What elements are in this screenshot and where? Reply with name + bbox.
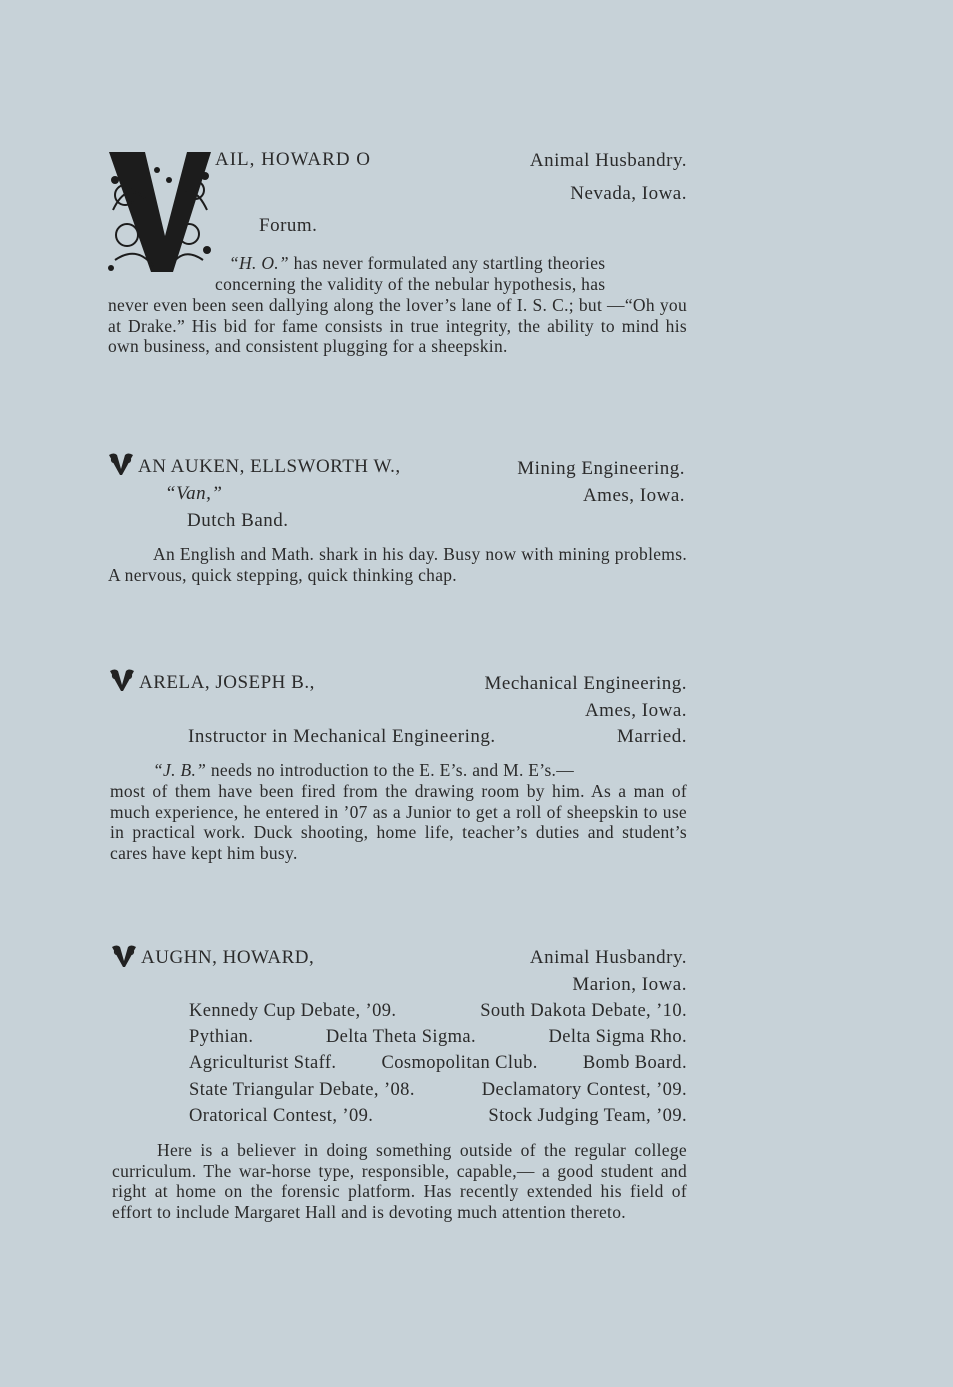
bio-line: concerning the validity of the nebular hypothesis, has: [215, 274, 606, 294]
activity: Bomb Board.: [582, 1053, 687, 1073]
marital-status: Married.: [617, 726, 687, 747]
activity-row: [189, 1106, 687, 1127]
activity: State Triangular Debate, ’08.: [189, 1080, 415, 1100]
activity-row: [189, 1080, 687, 1101]
course: Animal Husbandry.: [529, 150, 687, 171]
hometown: Nevada, Iowa.: [570, 183, 687, 204]
activity: Cosmopolitan Club.: [381, 1053, 538, 1073]
course: Animal Husbandry.: [529, 947, 687, 968]
bio-text: Here is a believer in doing something outside of the regular college curriculum. The war-horse type, responsible, capable,— a good student and right at home on the forensic platform. Has recently extended his field of effort to include Margaret Hall and is devoting much attention thereto.: [112, 1140, 687, 1223]
bio-text: never even been seen dallying along the lover’s lane of I. S. C.; but —“Oh you at Drake.” His bid for fame consists in true integrity, the ability to mind his own business, and consistent plugging for a sheepskin.: [108, 295, 687, 357]
position: Instructor in Mechanical Engineering.: [188, 726, 496, 747]
activity: Oratorical Contest, ’09.: [189, 1106, 374, 1126]
activity: Delta Theta Sigma.: [325, 1027, 477, 1047]
student-name: ARELA, JOSEPH B.,: [139, 672, 315, 693]
activity: Kennedy Cup Debate, ’09.: [189, 1001, 397, 1021]
bio-line: has never formulated any startling theories: [288, 253, 606, 273]
activity: South Dakota Debate, ’10.: [480, 1001, 687, 1021]
nickname-quote: “H. O.”: [229, 253, 289, 273]
activity-row: [189, 1053, 687, 1074]
v-initial-icon: [111, 944, 137, 968]
activity: Stock Judging Team, ’09.: [488, 1106, 687, 1126]
v-initial-icon: [109, 668, 135, 692]
bio-text: An English and Math. shark in his day. Busy now with mining problems. A nervous, quick stepping, quick thinking chap.: [108, 544, 687, 585]
activity: Pythian.: [189, 1027, 254, 1047]
activities: Forum.: [259, 215, 318, 236]
activity-row: [189, 1027, 687, 1048]
student-name: AUGHN, HOWARD,: [141, 947, 315, 968]
nickname: “Van,”: [165, 483, 223, 504]
hometown: Ames, Iowa.: [584, 700, 687, 721]
student-name: AIL, HOWARD O: [215, 149, 372, 170]
ornate-v-initial-icon: [107, 150, 213, 274]
student-name: AN AUKEN, ELLSWORTH W.,: [138, 456, 401, 477]
hometown: Ames, Iowa.: [582, 485, 685, 506]
nickname-quote: “J. B.”: [153, 760, 207, 780]
activity-row: [189, 1001, 687, 1022]
course: Mechanical Engineering.: [484, 673, 687, 694]
activity: Agriculturist Staff.: [189, 1053, 337, 1073]
bio-line: needs no introduction to the E. E’s. and M. E’s.—: [206, 760, 575, 780]
course: Mining Engineering.: [517, 458, 685, 479]
activity: Declamatory Contest, ’09.: [481, 1080, 687, 1100]
bio-text: most of them have been fired from the drawing room by him. As a man of much experience, he entered in ’07 as a Junior to get a roll of sheepskin to use in practical work. Duck shooting, home life, teacher’s duties and student’s cares have kept him busy.: [110, 781, 687, 864]
activity: Delta Sigma Rho.: [548, 1027, 687, 1047]
v-initial-icon: [108, 452, 134, 476]
hometown: Marion, Iowa.: [572, 974, 687, 995]
activities: Dutch Band.: [187, 510, 289, 531]
